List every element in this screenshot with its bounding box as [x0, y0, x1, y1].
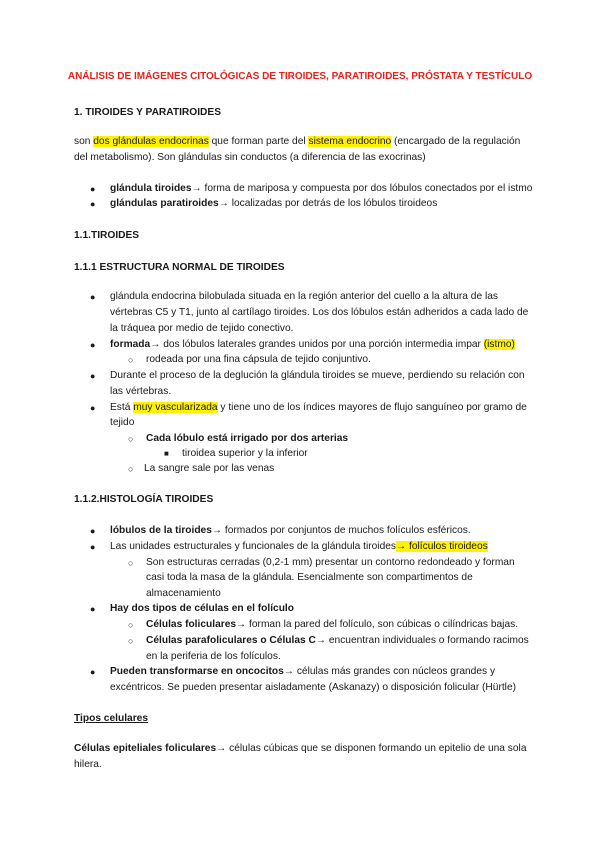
- text-line: en la periferia de los folículos.: [146, 651, 281, 662]
- text-run: → formados por conjuntos de muchos folículos esféricos.: [211, 525, 471, 536]
- bullet-filled: ●: [90, 403, 96, 413]
- highlight-text: (istmo): [483, 339, 515, 350]
- bold-text: lóbulos de la tiroides: [110, 525, 212, 536]
- text-line: casi toda la masa de la glándula. Esencialmente son compartimentos de: [146, 572, 473, 583]
- bullet-filled: ●: [90, 542, 96, 552]
- text-line: tejido: [110, 417, 135, 428]
- text-run: → localizadas por detrás de los lóbulos tiroideos: [218, 198, 438, 209]
- tipos-paragraph-line-2: hilera.: [74, 759, 102, 770]
- bullet-filled: ●: [90, 292, 96, 302]
- bullet-glandula-tiroides: [110, 182, 532, 196]
- bullet-filled: ●: [90, 604, 96, 614]
- section-1-paragraph-line-2: del metabolismo). Son glándulas sin conductos (a diferencia de las exocrinas): [74, 152, 426, 163]
- bold-text: Pueden transformarse en oncocitos: [110, 666, 284, 677]
- bullet-filled: ●: [90, 184, 96, 194]
- bullet-square: ■: [164, 449, 169, 458]
- text-line: Hay dos tipos de células en el folículo: [110, 603, 294, 614]
- section-1-1-heading: 1.1.TIROIDES: [74, 230, 140, 241]
- tipos-celulares-heading: Tipos celulares: [74, 713, 148, 724]
- bullet-filled: ●: [90, 526, 96, 536]
- bullet-filled: ●: [90, 199, 96, 209]
- text-line: almacenamiento: [146, 588, 221, 599]
- bullet-hollow: ○: [128, 620, 134, 630]
- text-line: glándula endocrina bilobulada situada en la región anterior del cuello a la altura de las: [110, 291, 498, 302]
- section-1-heading: 1. TIROIDES Y PARATIROIDES: [74, 107, 221, 118]
- bullet-oncocitos: [110, 665, 495, 679]
- bullet-hollow: ○: [128, 464, 134, 474]
- text-run: son: [74, 136, 94, 147]
- text-run: Está: [110, 402, 134, 413]
- text-line: vértebras C5 y T1, junto al cartílago tiroides. Los dos lóbulos están adheridos a cada lado de: [110, 307, 529, 318]
- section-1-paragraph-line-1: [74, 135, 520, 149]
- bullet-formada: [110, 338, 515, 352]
- bullet-hollow: ○: [128, 558, 134, 568]
- highlight-text: sistema endocrino: [308, 136, 392, 147]
- text-run: → forma de mariposa y compuesta por dos lóbulos conectados por el istmo: [191, 183, 533, 194]
- bold-text: formada: [110, 339, 151, 350]
- highlight-text: dos glándulas endocrinas: [93, 136, 209, 147]
- bullet-vascularizada: [110, 401, 527, 415]
- bold-text: Células parafoliculares o Células C: [146, 635, 316, 646]
- text-run: → dos lóbulos laterales grandes unidos por una porción intermedia impar: [150, 339, 484, 350]
- bold-text: glándulas paratiroides: [110, 198, 219, 209]
- text-run: que forman parte del: [208, 136, 309, 147]
- highlight-text: → folículos tiroideos: [396, 541, 488, 552]
- text-run: → encuentran individuales o formando racimos: [315, 635, 529, 646]
- text-line: Son estructuras cerradas (0,2-1 mm) presentar un contorno redondeado y forman: [146, 557, 515, 568]
- bullet-glandulas-paratiroides: [110, 197, 437, 211]
- highlight-text: muy vascularizada: [133, 402, 218, 413]
- text-run: → forman la pared del folículo, son cúbicas o cilíndricas bajas.: [236, 619, 519, 630]
- bullet-lobulos: [110, 524, 471, 538]
- text-run: Las unidades estructurales y funcionales de la glándula tiroides: [110, 541, 396, 552]
- tipos-paragraph-line-1: [74, 742, 526, 756]
- bullet-hollow: ○: [128, 434, 134, 444]
- bullet-hollow: ○: [128, 636, 134, 646]
- text-run: y tiene uno de los índices mayores de flujo sanguíneo por gramo de: [217, 402, 527, 413]
- text-line: La sangre sale por las venas: [144, 463, 275, 474]
- bullet-unidades: [110, 540, 488, 554]
- bullet-celulas-parafoliculares: [146, 634, 529, 648]
- text-run: → células cúbicas que se disponen formando un epitelio de una sola: [216, 743, 527, 754]
- text-run: → células más grandes con núcleos grandes y: [283, 666, 496, 677]
- bullet-celulas-foliculares: [146, 618, 518, 632]
- bold-text: Células epiteliales foliculares: [74, 743, 217, 754]
- text-line: la tráquea por medio de tejido conectivo.: [110, 323, 294, 334]
- bullet-filled: ●: [90, 667, 96, 677]
- bold-text: Células foliculares: [146, 619, 237, 630]
- text-line: excéntricos. Se pueden presentar aisladamente (Askanazy) o disposición folicular (Hürtle): [110, 682, 517, 693]
- bullet-filled: ●: [90, 371, 96, 381]
- text-run: (encargado de la regulación: [391, 136, 521, 147]
- text-line: las vértebras.: [110, 386, 172, 397]
- text-line: rodeada por una fina cápsula de tejido conjuntivo.: [146, 354, 371, 365]
- document-title: ANÁLISIS DE IMÁGENES CITOLÓGICAS DE TIROIDES, PARATIROIDES, PRÓSTATA Y TESTÍCULO: [67, 71, 533, 82]
- bullet-hollow: ○: [128, 355, 134, 365]
- text-line: Durante el proceso de la deglución la glándula tiroides se mueve, perdiendo su relación con: [110, 370, 525, 381]
- section-1-1-1-heading: 1.1.1 ESTRUCTURA NORMAL DE TIROIDES: [74, 262, 285, 273]
- bold-text: glándula tiroides: [110, 183, 192, 194]
- section-1-1-2-heading: 1.1.2.HISTOLOGÍA TIROIDES: [74, 494, 214, 505]
- text-line: tiroidea superior y la inferior: [182, 448, 308, 459]
- bullet-filled: ●: [90, 340, 96, 350]
- text-line: Cada lóbulo está irrigado por dos arterias: [146, 433, 349, 444]
